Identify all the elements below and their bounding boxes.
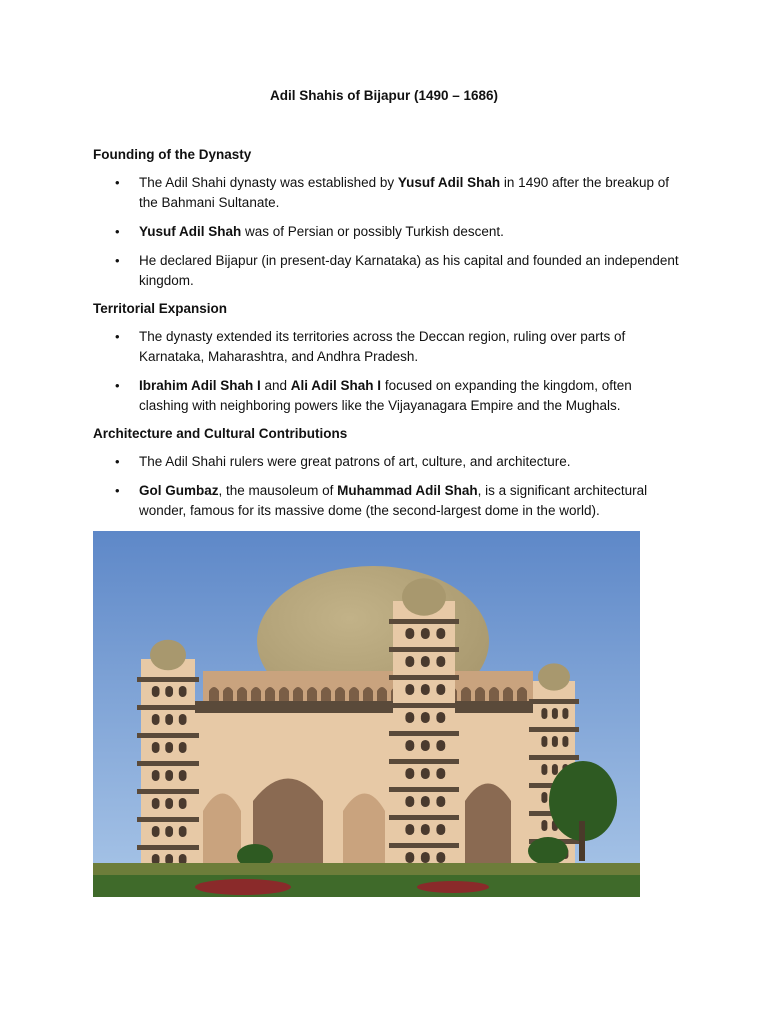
cornice [189, 701, 547, 713]
hedge [93, 863, 640, 875]
bullet-item: • The Adil Shahi rulers were great patrons of art, culture, and architecture. [93, 452, 683, 472]
shrub-right [528, 837, 568, 865]
bullet-item: • Ibrahim Adil Shah I and Ali Adil Shah I focused on expanding the kingdom, often clashing with neighboring powers like the Vijayanagara Empire and the Mughals. [93, 376, 683, 416]
lawn [93, 875, 640, 897]
mid-arch [343, 794, 385, 868]
flower-bed-2 [417, 881, 489, 893]
right-arch [465, 784, 511, 868]
gol-gumbaz-illustration [93, 531, 640, 897]
tower [389, 578, 459, 867]
tree-trunk [579, 821, 585, 861]
left-arch [203, 794, 241, 868]
bullet-item: • Gol Gumbaz, the mausoleum of Muhammad Adil Shah, is a significant architectural wonder, famous for its massive dome (the second-largest dome in the world). [93, 481, 683, 521]
flower-bed [195, 879, 291, 895]
bullet-item: • He declared Bijapur (in present-day Karnataka) as his capital and founded an independent kingdom. [93, 251, 683, 291]
bullet-list-architecture [93, 452, 683, 530]
bullet-list-territorial [93, 327, 683, 425]
bullet-item: • The dynasty extended its territories across the Deccan region, ruling over parts of Karnataka, Maharashtra, and Andhra Pradesh. [93, 327, 683, 367]
bullet-item: • Yusuf Adil Shah was of Persian or possibly Turkish descent. [93, 222, 683, 242]
section-heading-territorial: Territorial Expansion [93, 301, 228, 316]
bullet-item: • The Adil Shahi dynasty was established by Yusuf Adil Shah in 1490 after the breakup of the Bahmani Sultanate. [93, 173, 683, 213]
gol-gumbaz-photo [93, 531, 640, 897]
document-title: Adil Shahis of Bijapur (1490 – 1686) [269, 88, 499, 103]
section-heading-architecture: Architecture and Cultural Contributions [93, 426, 348, 441]
bullet-list-founding [93, 173, 683, 300]
tower [137, 640, 199, 867]
section-heading-founding: Founding of the Dynasty [93, 147, 252, 162]
